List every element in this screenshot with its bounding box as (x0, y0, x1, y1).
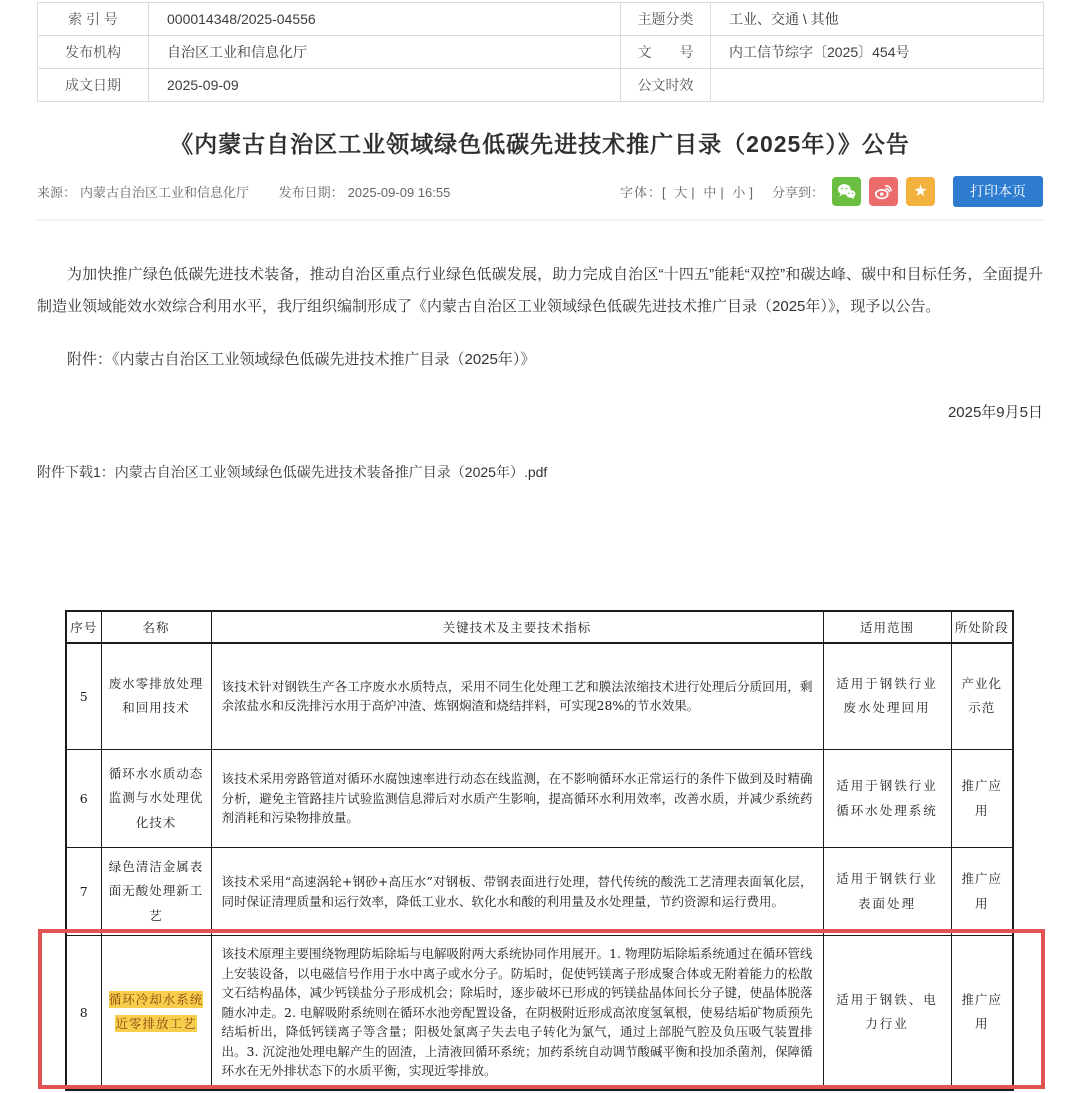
source-value: 内蒙古自治区工业和信息化厅 (80, 184, 250, 200)
table-row (38, 3, 1044, 36)
cell-no: 5 (66, 643, 101, 750)
meta-value-issuing-agency: 自治区工业和信息化厅 (149, 36, 621, 69)
wechat-share-icon[interactable] (832, 177, 861, 206)
cell-tech: 该技术针对钢铁生产各工序废水水质特点，采用不同生化处理工艺和膜法浓缩技术进行处理后分质回用，剩余浓盐水和反洗排污水用于高炉冲渣、炼钢焖渣和烧结拌料，可实现28%的节水效果。 (211, 643, 823, 750)
document-page (0, 2, 1080, 1091)
table-row (66, 750, 1013, 848)
column-header-no: 序号 (66, 611, 101, 643)
meta-value-doc-number: 内工信节综字〔2025〕454号 (711, 36, 1044, 69)
cell-no: 6 (66, 750, 101, 848)
font-size-controls (620, 182, 754, 201)
cell-no: 8 (66, 936, 101, 1090)
meta-label-topic-category: 主题分类 (621, 3, 711, 36)
cell-tech: 该技术采用旁路管道对循环水腐蚀速率进行动态在线监测，在不影响循环水正常运行的条件下做到及时精确分析，避免主管路挂片试验监测信息滞后对水质产生影响，提高循环水利用效率，改善水质，并减少系统药剂消耗和污染物排放量。 (211, 750, 823, 848)
cell-stage: 推广应用 (951, 936, 1013, 1090)
info-bar (37, 175, 1043, 207)
attachment-download-label: 附件下载1： (37, 463, 115, 480)
font-size-small[interactable]: 小 (732, 184, 747, 200)
table-row-highlighted (66, 936, 1013, 1090)
table-row (66, 848, 1013, 936)
table-header-row (66, 611, 1013, 643)
meta-label-issuing-agency: 发布机构 (38, 36, 149, 69)
source-info (37, 182, 454, 201)
cell-scope: 适用于钢铁行业表面处理 (823, 848, 951, 936)
separator: | (720, 184, 725, 200)
attachment-download-link[interactable]: 内蒙古自治区工业领域绿色低碳先进技术装备推广目录（2025年）.pdf (114, 463, 548, 480)
meta-value-topic-category: 工业、交通 \ 其他 (711, 3, 1044, 36)
meta-label-index-number: 索 引 号 (38, 3, 149, 36)
announcement-paragraph: 为加快推广绿色低碳先进技术装备，推动自治区重点行业绿色低碳发展，助力完成自治区“十四五”能耗“双控”和碳达峰、碳中和目标任务，全面提升制造业领域能效水效综合利用水平，我厅组织编制形成了《内蒙古自治区工业领域绿色低碳先进技术推广目录（2025年）》，现予以公告。 (37, 266, 1043, 316)
cell-scope: 适用于钢铁行业循环水处理系统 (823, 750, 951, 848)
cell-name (101, 936, 211, 1090)
page-title: 《内蒙古自治区工业领域绿色低碳先进技术推广目录（2025年）》公告 (170, 131, 910, 157)
separator: | (691, 184, 696, 200)
source-label: 来源： (37, 184, 77, 200)
cell-scope: 适用于钢铁行业废水处理回用 (823, 643, 951, 750)
cell-name: 绿色清洁金属表面无酸处理新工艺 (101, 848, 211, 936)
meta-value-written-date: 2025-09-09 (149, 69, 621, 102)
weibo-share-icon[interactable] (869, 177, 898, 206)
attachment-reference: 附件：《内蒙古自治区工业领域绿色低碳先进技术推广目录（2025年）》 (67, 350, 536, 368)
meta-label-doc-number: 文 号 (621, 36, 711, 69)
table-row (38, 69, 1044, 102)
column-header-tech: 关键技术及主要技术指标 (211, 611, 823, 643)
cell-stage: 推广应用 (951, 848, 1013, 936)
cell-tech: 该技术采用“高速涡轮+钢砂+高压水”对钢板、带钢表面进行处理，替代传统的酸洗工艺清理表面氧化层，同时保证清理质量和运行效率，降低工业水、软化水和酸的利用量及水处理量，节约资源和运行费用。 (211, 848, 823, 936)
share-label: 分享到： (771, 184, 824, 200)
column-header-stage: 所处阶段 (951, 611, 1013, 643)
table-row (38, 36, 1044, 69)
catalog-table-zone (65, 610, 1012, 1091)
cell-scope: 适用于钢铁、电力行业 (823, 936, 951, 1090)
cell-name: 废水零排放处理和回用技术 (101, 643, 211, 750)
cell-stage: 推广应用 (951, 750, 1013, 848)
print-page-button[interactable]: 打印本页 (953, 176, 1043, 207)
cell-name: 循环水水质动态监测与水处理优化技术 (101, 750, 211, 848)
metadata-table (37, 2, 1044, 102)
column-header-scope: 适用范围 (823, 611, 951, 643)
cell-no: 7 (66, 848, 101, 936)
highlighted-name-text: 循环冷却水系统近零排放工艺 (108, 991, 204, 1032)
meta-label-validity: 公文时效 (621, 69, 711, 102)
sign-date: 2025年9月5日 (947, 403, 1043, 421)
divider (37, 219, 1043, 221)
meta-value-validity (711, 69, 1044, 102)
font-label: 字体： (620, 184, 663, 200)
meta-value-index-number: 000014348/2025-04556 (149, 3, 621, 36)
bracket: [ (662, 184, 667, 200)
bracket: ] (749, 184, 754, 200)
publish-date-value: 2025-09-09 16:55 (347, 184, 451, 200)
font-size-large[interactable]: 大 (674, 184, 689, 200)
meta-label-written-date: 成文日期 (38, 69, 149, 102)
attachment-download-line (37, 462, 1043, 482)
table-row (66, 643, 1013, 750)
cell-tech: 该技术原理主要围绕物理防垢除垢与电解吸附两大系统协同作用展开。1. 物理防垢除垢系统通过在循环管线上安装设备，以电磁信号作用于水中离子或水分子。防垢时，促使钙镁离子形成聚合体或无附着能力的松散文石结构晶体，减少钙镁盐分子形成机会；除垢时，逐步破坏已形成的钙镁盐晶体间长分子键，使晶体脱落随水冲走。2. 电解吸附系统则在循环水池旁配置设备，在阴极附近形成高浓度氢氧根，使易结垢矿物质预先结垢析出，降低钙镁离子等含量；阳极处氯离子失去电子转化为氯气，通过上部脱气腔及负压吸气装置排出。3. 沉淀池处理电解产生的固渣，上清液回循环系统；加药系统自动调节酸碱平衡和投加杀菌剂，保障循环水在无外排状态下的水质平衡，实现近零排放。 (211, 936, 823, 1090)
font-size-medium[interactable]: 中 (703, 184, 718, 200)
catalog-table (65, 610, 1014, 1091)
cell-stage: 产业化示范 (951, 643, 1013, 750)
publish-date-label: 发布日期： (278, 184, 344, 200)
favorite-star-icon[interactable]: ★ (906, 177, 935, 206)
column-header-name: 名称 (101, 611, 211, 643)
toolbar (620, 176, 1043, 207)
